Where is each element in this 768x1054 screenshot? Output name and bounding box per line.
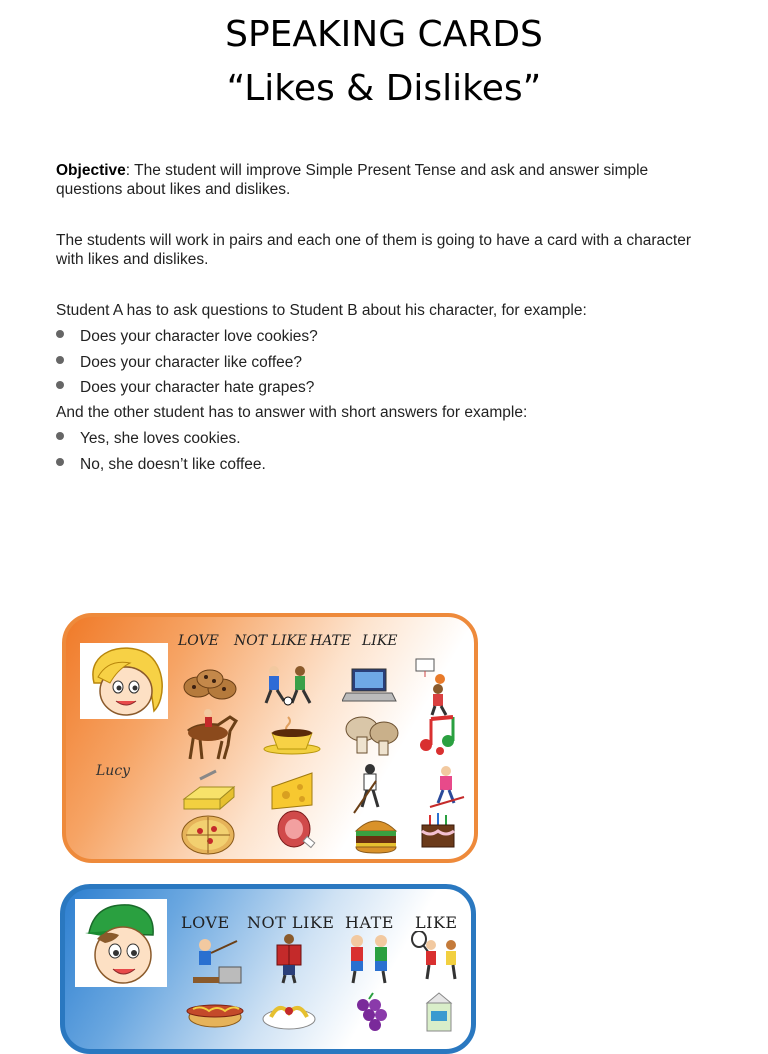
milk-carton-icon [421,989,457,1038]
bullet-icon [56,330,64,338]
ham-icon [274,803,318,860]
horse-rider-icon [178,709,242,766]
header-like: LIKE [362,633,398,649]
objective-text: : The student will improve Simple Present Tense and ask and answer simple questions about likes and dislikes. [56,162,649,198]
questions-intro: Student A has to ask questions to Student B about his character, for example: [56,302,587,319]
coffee-cup-icon [262,715,322,760]
header-like: LIKE [415,913,458,932]
header-not-like: NOT LIKE [247,913,335,932]
character-name: Lucy [96,763,131,779]
laptop-icon [342,667,398,710]
pasta-icon [261,993,317,1038]
grapes-icon [351,991,391,1036]
objective-label: Objective [56,162,126,179]
answers-intro: And the other student has to answer with short answers for example: [56,404,528,421]
header-hate: HATE [345,913,394,932]
list-item-text: Yes, she loves cookies. [80,430,241,447]
list-item-text: Does your character like coffee? [80,354,302,371]
soccer-players-icon [260,665,316,712]
bullet-icon [56,432,64,440]
speaking-card-lucy [62,613,478,863]
bullet-icon [56,458,64,466]
boy-face-icon [75,899,167,987]
bullet-icon [56,356,64,364]
objective-paragraph [56,161,716,199]
pizza-icon [180,813,236,862]
hot-dog-icon [185,993,245,1038]
kids-playing-icon [343,933,399,990]
burger-icon [352,811,400,860]
list-item-text: Does your character love cookies? [80,328,318,345]
music-notes-icon [416,713,464,762]
list-item-text: No, she doesn’t like coffee. [80,456,266,473]
tennis-kids-icon [409,931,465,990]
list-item-text: Does your character hate grapes? [80,379,315,396]
page-title: SPEAKING CARDS [225,14,543,55]
header-not-like: NOT LIKE [234,633,308,649]
reading-kid-icon [269,933,309,990]
speaking-card-boy [60,884,476,1054]
header-love: LOVE [181,913,230,932]
mushrooms-icon [344,713,400,762]
girl-face-icon [80,643,168,719]
header-hate: HATE [310,633,352,649]
birthday-cake-icon [418,811,458,856]
cookies-icon [182,667,238,708]
page-subtitle: “Likes & Dislikes” [226,68,542,109]
pairs-paragraph: The students will work in pairs and each one of them is going to have a card with a character with likes and dislikes. [56,232,691,268]
fishing-kid-icon [189,937,249,992]
header-love: LOVE [178,633,219,649]
bullet-icon [56,381,64,389]
